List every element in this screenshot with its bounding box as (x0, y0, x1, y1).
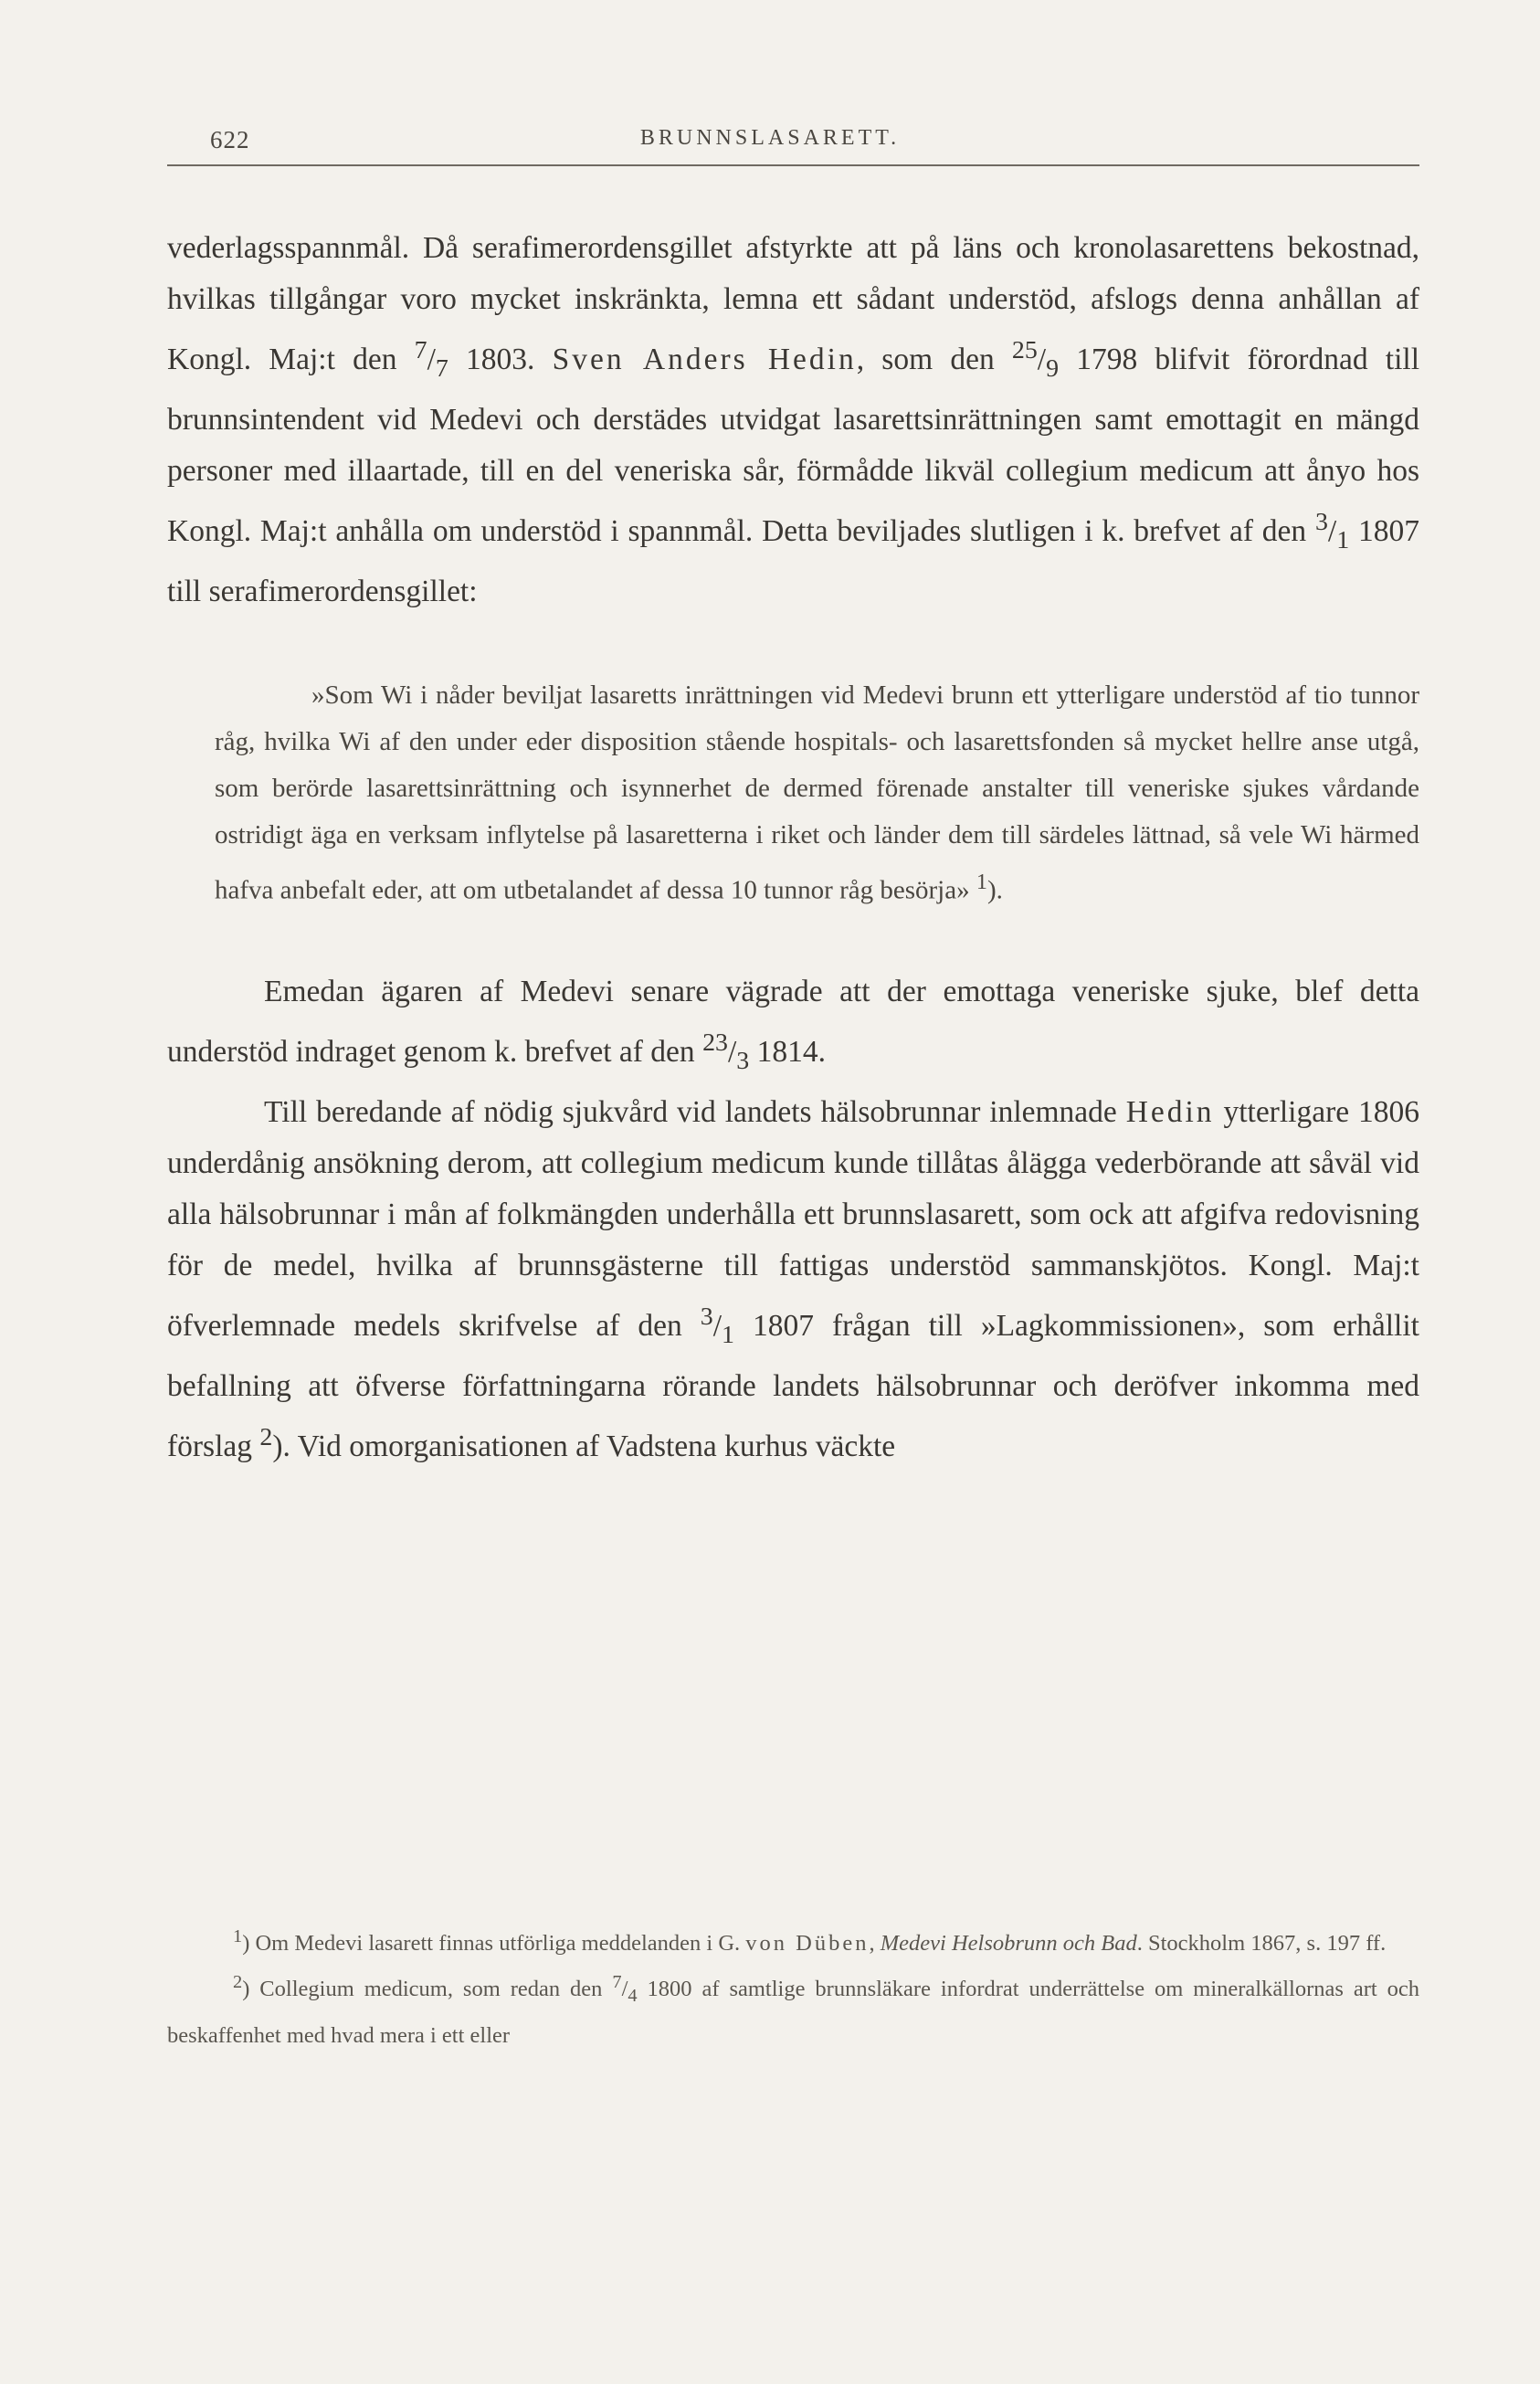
running-head: BRUNNSLASARETT. (639, 126, 901, 150)
date-month: 3 (736, 1047, 750, 1076)
footnotes (167, 1917, 1419, 2055)
person-name: Sven Anders Hedin (552, 343, 857, 377)
person-name: Hedin (1125, 1095, 1215, 1130)
quote-text: »Som Wi i nåder beviljat lasaretts inrättningen vid Medevi brunn ett ytterligare understöd af tio tunnor råg, hvilka Wi af den under eder disposition stående hospitals- och lasarettsfonden så mycket hellre anse utgå, som berörde lasarettsinrättning och isynnerhet de dermed förenade anstalter till veneriske sjukes vårdande ostridigt äga en verksam inflytelse på lasaretterna i riket och länder dem till särdeles lättnad, så vele Wi härmed hafva anbefalt eder, att om utbetalandet af dessa 10 tunnor råg besörja» (215, 680, 1419, 905)
footnote-2: $^2$) Collegium medicum, som redan den $^7/_4$ 1800 af samtlige brunnsläkare infordrat underrättelse om mineralkällornas art och beskaffenhet med hvad mera i ett eller (167, 1972, 1419, 2049)
paragraph-1: vederlagsspannmål. Då serafimerordensgillet afstyrkte att på läns och kronolasarettens bekostnad, hvilkas tillgångar voro mycket inskränkta, lemna ett sådant understöd, afslogs denna anhållan af Kongl. Maj:t den $^7/_7$ 1803. Sven Anders Hedin, som den $^{25}/_9$ 1798 blifvit förordnad till brunnsintendent vid Medevi och derstädes utvidgat lasarettsinrättningen samt emottagit en mängd personer med illaartade, till en del veneriska sår, förmådde likväl collegium medicum att ånyo hos Kongl. Maj:t anhålla om understöd i spannmål. Detta beviljades slutligen i k. brefvet af den $^3/_1$ 1807 till serafimerordensgillet: (167, 231, 1420, 608)
text-run: Emedan ägaren af Medevi senare vägrade att der emottaga veneriske sjuke, blef detta understöd indraget genom k. brefvet af den (167, 975, 1419, 1070)
date-day: 7 (612, 1972, 622, 1993)
text-run: Till beredande af nödig sjukvård vid landets hälsobrunnar inlemnade (264, 1095, 1126, 1130)
text-run: 1814. (749, 1035, 826, 1070)
date-month: 7 (435, 353, 448, 383)
paragraph-3: Till beredande af nödig sjukvård vid landets hälsobrunnar inlemnade Hedin ytterligare 1806 underdånig ansökning derom, att collegium medicum kunde tillåtas ålägga vederbörande att såväl vid alla hälsobrunnar i mån af folkmängden underhålla ett brunnslasarett, som ock att afgifva redovisning för de medel, hvilka af brunnsgästerne till fattigas understöd sammanskjötos. Kongl. Maj:t öfverlemnade medels skrifvelse af den $^3/_1$ 1807 frågan till »Lagkommissionen», som erhållit befallning att öfverse författningarna rörande landets hälsobrunnar och deröfver inkomma med förslag $^2$). Vid omorganisationen af Vadstena kurhus väckte (167, 1095, 1419, 1464)
date-day: 7 (414, 336, 427, 364)
date-month: 1 (722, 1321, 734, 1350)
paragraph-2: Emedan ägaren af Medevi senare vägrade att der emottaga veneriske sjuke, blef detta understöd indraget genom k. brefvet af den $^{23}/_3$ 1814. (167, 975, 1419, 1076)
text-run: ytterligare 1806 underdånig ansökning derom, att collegium medicum kunde tillåtas ålägga vederbörande att såväl vid alla hälsobrunnar i mån af folkmängden underhålla ett brunnslasarett, som ock att afgifva redovisning för de medel, hvilka af brunnsgästerne till fattigas understöd sammanskjötos. Kongl. Maj:t öfverlemnade medels skrifvelse af den (167, 1095, 1419, 1344)
footnote-ref: 1 (976, 869, 987, 894)
date-day: 25 (1011, 336, 1038, 364)
text-run: vederlagsspannmål. Då serafimerordensgillet afstyrkte att på läns och kronolasarettens bekostnad, hvilkas tillgångar voro mycket inskränkta, lemna ett sådant understöd, afslogs denna anhållan af Kongl. Maj:t den (167, 231, 1419, 377)
text-run: 1803. (448, 343, 553, 377)
date-month: 1 (1336, 525, 1350, 554)
author-name: von Düben (745, 1931, 870, 1957)
footnote-marker: 1 (233, 1926, 243, 1946)
text-run: 1798 blifvit förordnad till brunnsintendent vid Medevi och derstädes utvidgat lasarettsinrättningen samt emottagit en mängd personer med illaartade, till en del veneriska sår, förmådde likväl collegium medicum att ånyo hos Kongl. Maj:t anhålla om understöd i spannmål. Detta beviljades slutligen i k. brefvet af den (167, 343, 1420, 548)
date-day: 23 (702, 1028, 728, 1058)
page-header (0, 126, 1540, 163)
text-run: , som den (856, 343, 1012, 377)
text-run: . Stockholm 1867, s. 197 ff. (1136, 1931, 1387, 1957)
date-month: 9 (1046, 353, 1060, 383)
text-run: ) Om Medevi lasarett finnas utförliga meddelanden i G. (242, 1931, 746, 1957)
text-run: ). Vid omorganisationen af Vadstena kurhus väckte (272, 1429, 896, 1464)
footnote-marker: 2 (233, 1972, 243, 1993)
footnote-ref: 2 (259, 1423, 273, 1452)
footnote-1 (167, 1917, 1419, 1963)
date-day: 3 (700, 1303, 713, 1332)
page-number: 622 (210, 126, 250, 153)
text-run: , (869, 1931, 881, 1957)
text-run: . (996, 875, 1003, 905)
body-text (167, 223, 1419, 1472)
date-day: 3 (1314, 507, 1328, 536)
date-month: 4 (628, 1986, 638, 2007)
text-run: 1807 till serafimerordensgillet: (167, 514, 1419, 608)
header-rule (167, 164, 1419, 166)
book-title: Medevi Helsobrunn och Bad (880, 1931, 1137, 1957)
text-run: 1807 frågan till »Lagkommissionen», som erhållit befallning att öfverse författningarna rörande landets hälsobrunnar och deröfver inkomma med förslag (167, 1309, 1419, 1464)
text-run: 1800 af samtlige brunnsläkare infordrat underrättelse om mineralkällornas art och beskaffenhet med hvad mera i ett eller (167, 1977, 1419, 2049)
block-quote: »Som Wi i nåder beviljat lasaretts inrättningen vid Medevi brunn ett ytterligare understöd af tio tunnor råg, hvilka Wi af den under eder disposition stående hospitals- och lasarettsfonden så mycket hellre anse utgå, som berörde lasarettsinrättning och isynnerhet de dermed förenade anstalter till veneriske sjukes vårdande ostridigt äga en verksam inflytelse på lasaretterna i riket och länder dem till särdeles lättnad, så vele Wi härmed hafva anbefalt eder, att om utbetalandet af dessa 10 tunnor råg besörja» $^1$). (215, 680, 1419, 905)
text-run: ) Collegium medicum, som redan den (242, 1977, 613, 2002)
